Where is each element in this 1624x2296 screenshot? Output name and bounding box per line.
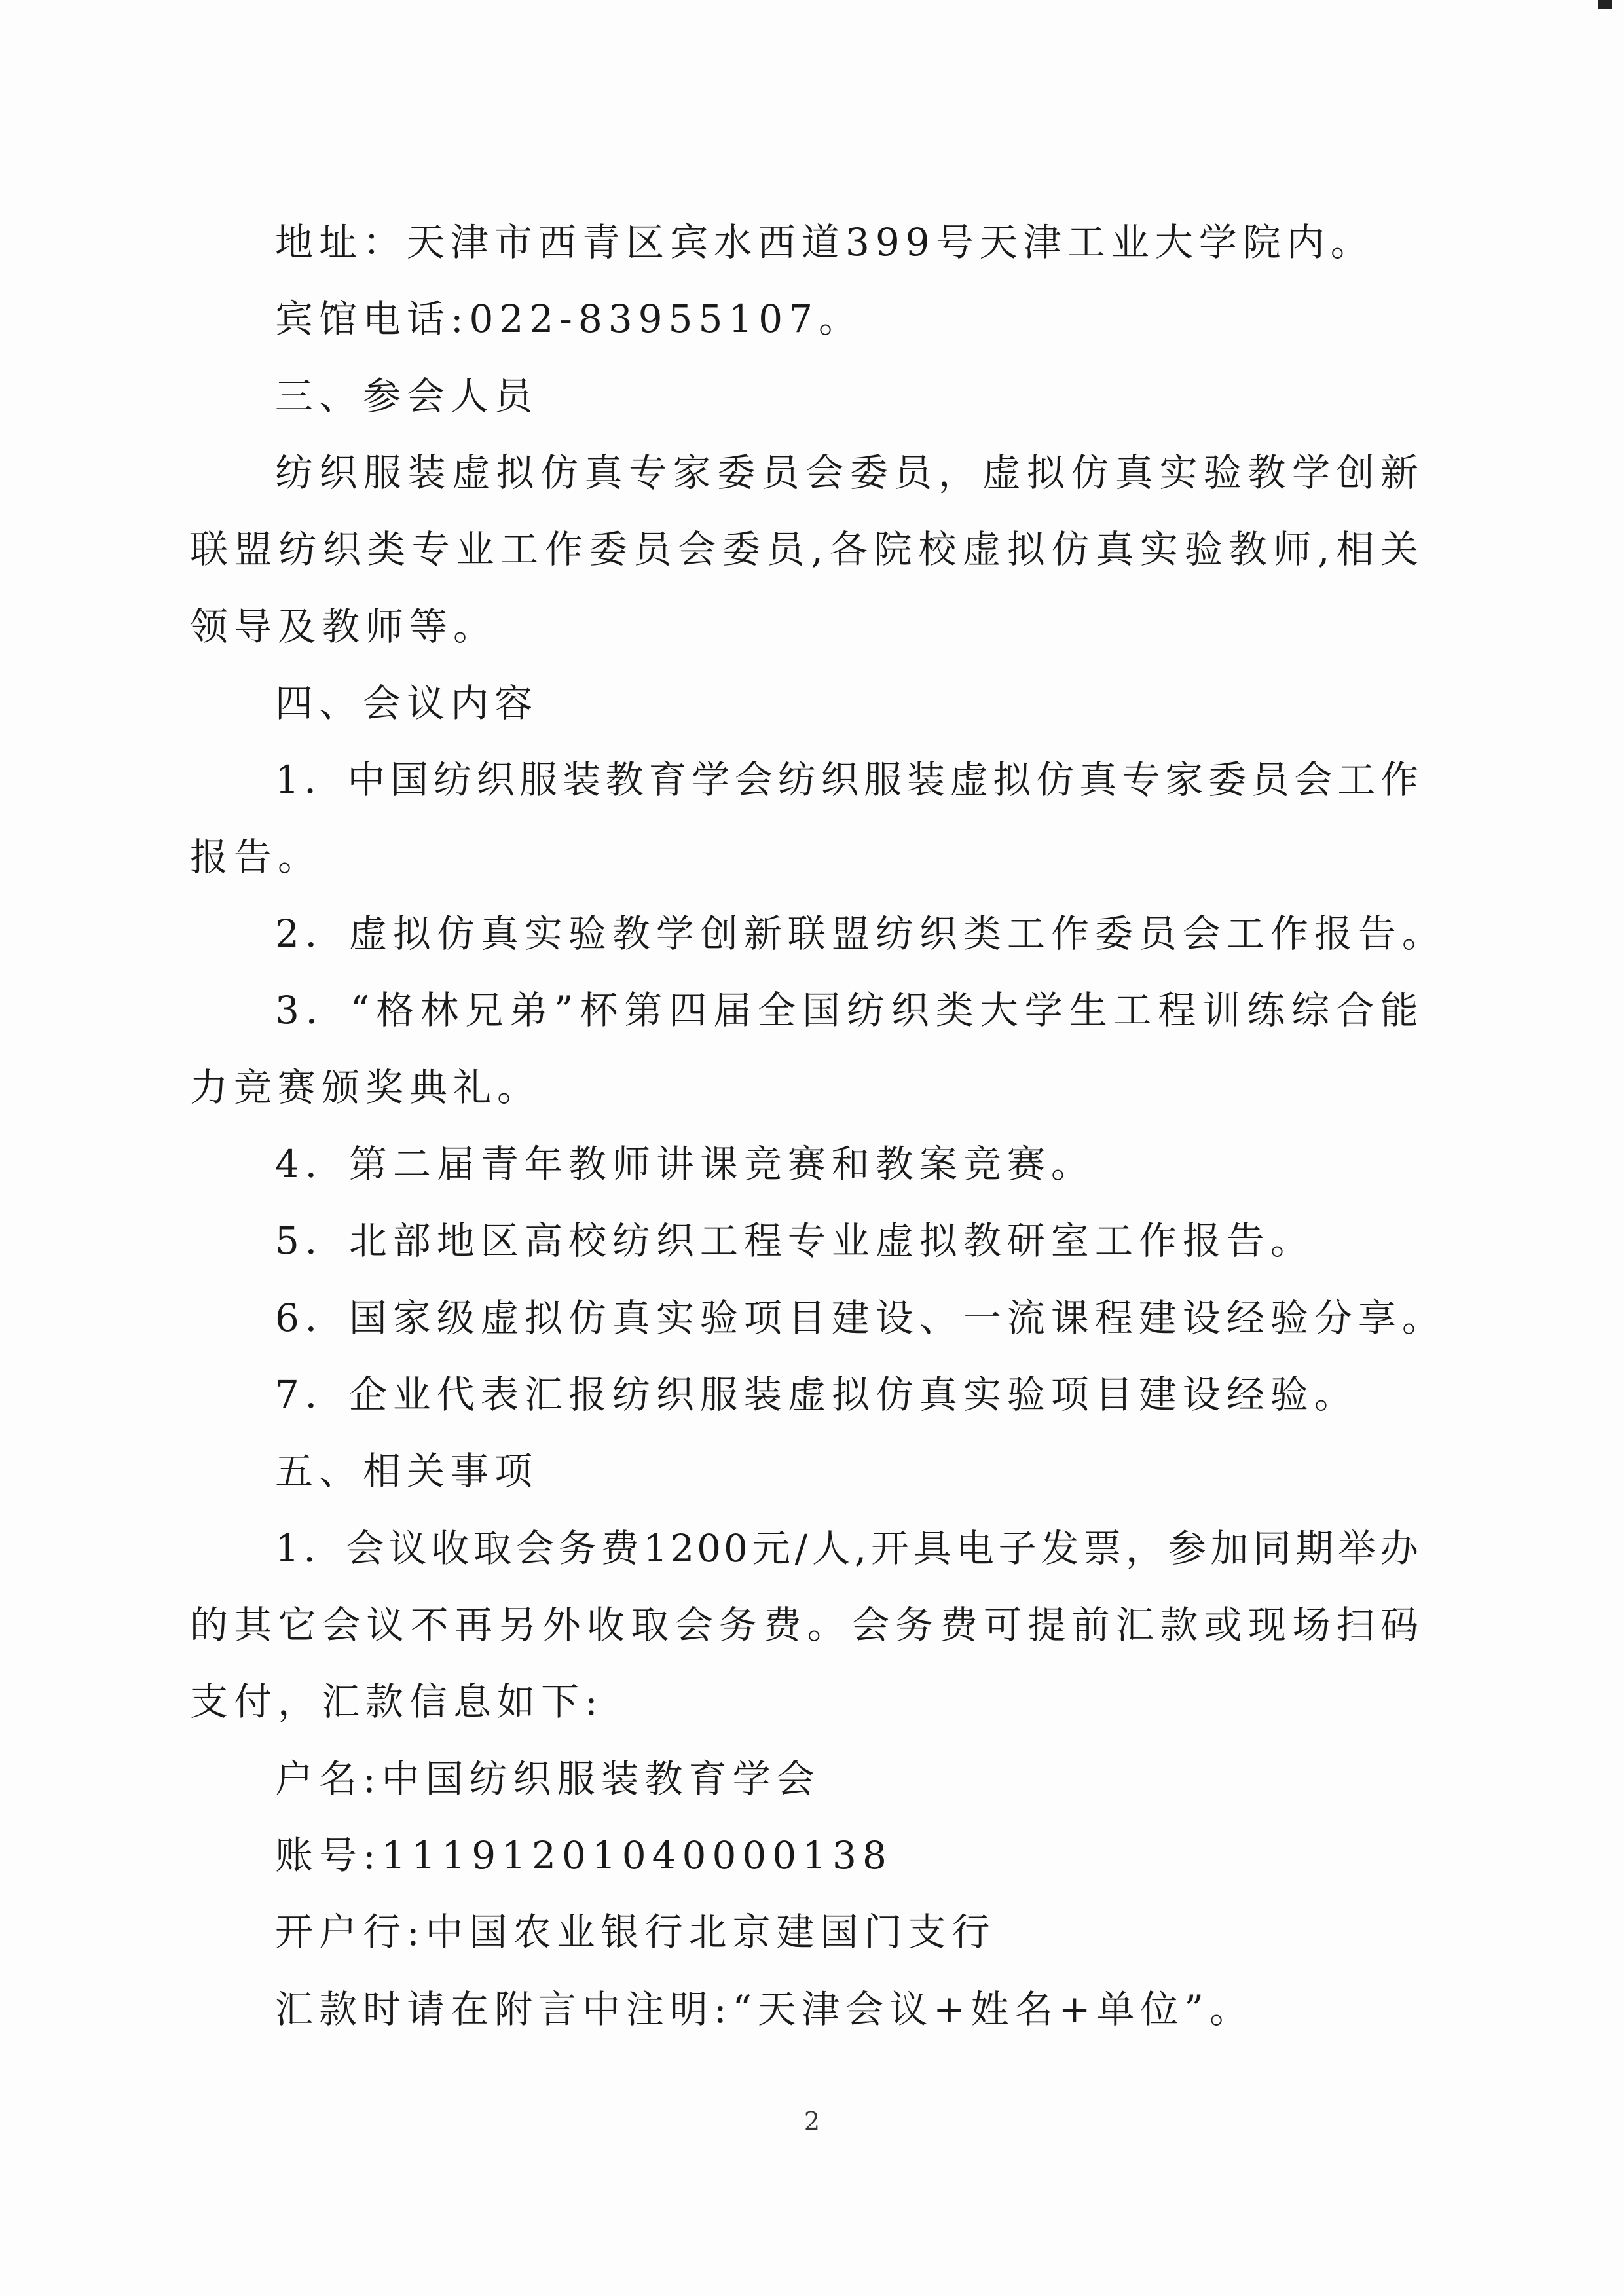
fee-paragraph-line-1: 1．会议收取会务费1200元/人,开具电子发票，参加同期举办 bbox=[275, 1526, 1421, 1571]
section-heading-attendees: 三、参会人员 bbox=[275, 374, 539, 418]
content-item-3-line-1: 3．“格林兄弟”杯第四届全国纺织类大学生工程训练综合能 bbox=[275, 988, 1421, 1032]
bank-branch-line: 开户行:中国农业银行北京建国门支行 bbox=[275, 1910, 996, 1954]
content-item-1-line-2: 报告。 bbox=[190, 835, 322, 879]
content-item-7: 7．企业代表汇报纺织服装虚拟仿真实验项目建设经验。 bbox=[275, 1372, 1358, 1417]
content-item-3-line-2: 力竞赛颁奖典礼。 bbox=[190, 1065, 542, 1110]
hotel-phone-line: 宾馆电话:022-83955107。 bbox=[275, 297, 863, 341]
fee-paragraph-line-3: 支付，汇款信息如下: bbox=[190, 1679, 604, 1724]
remittance-note-line: 汇款时请在附言中注明:“天津会议+姓名+单位”。 bbox=[275, 1987, 1254, 2032]
content-item-6: 6．国家级虚拟仿真实验项目建设、一流课程建设经验分享。 bbox=[275, 1296, 1446, 1340]
account-number-line: 账号:11191201040000138 bbox=[275, 1833, 893, 1878]
attendees-paragraph-line-3: 领导及教师等。 bbox=[190, 604, 498, 649]
account-name-line: 户名:中国纺织服装教育学会 bbox=[275, 1757, 821, 1801]
attendees-paragraph-line-1: 纺织服装虚拟仿真专家委员会委员，虚拟仿真实验教学创新 bbox=[275, 450, 1421, 495]
content-item-5: 5．北部地区高校纺织工程专业虚拟教研室工作报告。 bbox=[275, 1218, 1314, 1263]
address-line: 地址：天津市西青区宾水西道399号天津工业大学院内。 bbox=[275, 220, 1375, 264]
content-item-4: 4．第二届青年教师讲课竞赛和教案竞赛。 bbox=[275, 1142, 1095, 1186]
content-item-1-line-1: 1．中国纺织服装教育学会纺织服装虚拟仿真专家委员会工作 bbox=[275, 757, 1421, 802]
content-item-2: 2．虚拟仿真实验教学创新联盟纺织类工作委员会工作报告。 bbox=[275, 911, 1446, 956]
attendees-paragraph-line-2: 联盟纺织类专业工作委员会委员,各院校虚拟仿真实验教师,相关 bbox=[190, 527, 1421, 572]
section-heading-content: 四、会议内容 bbox=[275, 681, 539, 725]
fee-paragraph-line-2: 的其它会议不再另外收取会务费。会务费可提前汇款或现场扫码 bbox=[190, 1603, 1421, 1647]
scan-edge-mark bbox=[1598, 0, 1612, 9]
page-number: 2 bbox=[803, 2107, 821, 2136]
section-heading-matters: 五、相关事项 bbox=[275, 1449, 539, 1493]
